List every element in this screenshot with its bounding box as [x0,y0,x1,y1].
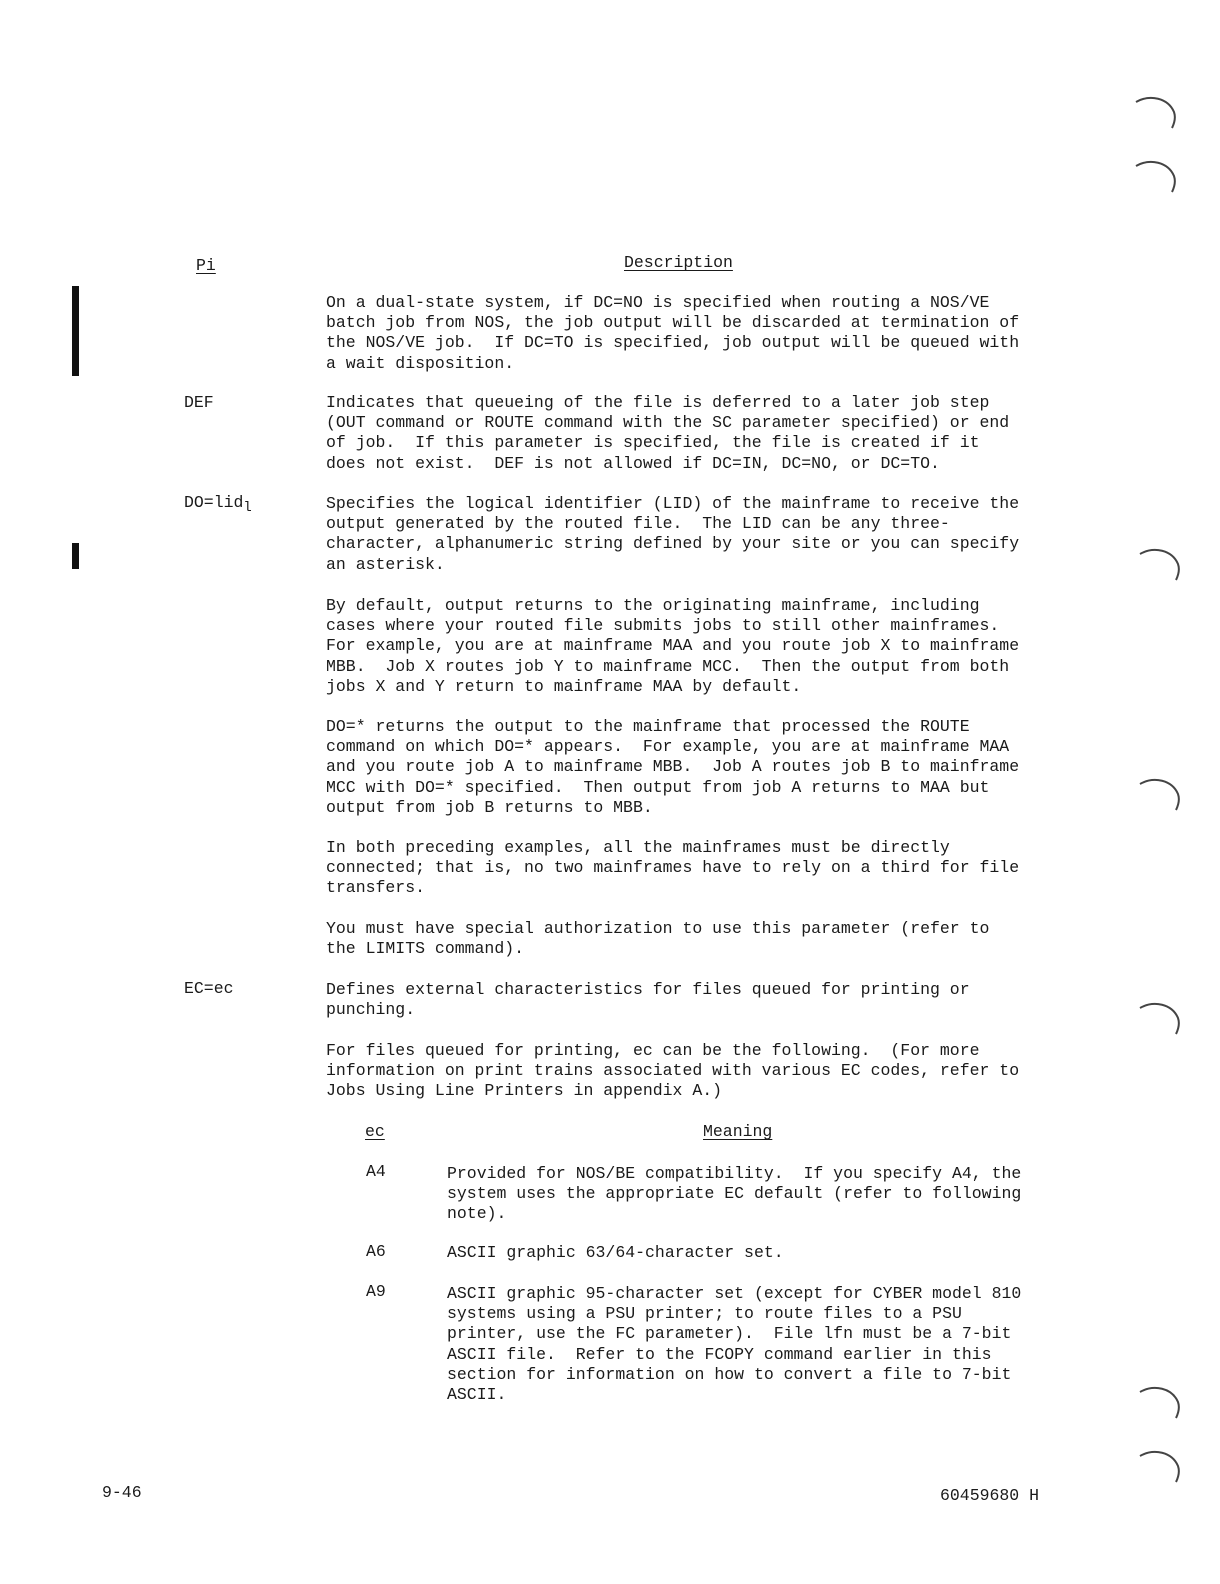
dual-state-paragraph: On a dual-state system, if DC=NO is specified when routing a NOS/VE batch job from NOS, the job output will be discarded at termination of the NOS/VE job. If DC=TO is specified, job output will be queued with a wait disposition. [326,293,1020,373]
param-desc-def: Indicates that queueing of the file is deferred to a later job step (OUT command or ROUTE command with the SC parameter specified) or end of job. If this parameter is specified, the file is created if it does not exist. DEF is not allowed if DC=IN, DC=NO, or DC=TO. [326,393,1010,473]
param-term-def: DEF [184,393,214,412]
document-number: 60459680 H [940,1486,1040,1505]
ec-meaning-a9: ASCII graphic 95-character set (except for CYBER model 810 systems using a PSU printer; to route files to a PSU printer, use the FC parameter). File lfn must be a 7-bit ASCII file. Refer to the FCOPY command earlier in this section for information on how to convert a file to 7-bit ASCII. [447,1284,1022,1405]
param-term-ec: EC=ec [184,979,234,998]
do-both-paragraph: In both preceding examples, all the mainframes must be directly connected; that is, no two mainframes have to rely on a third for file transfers. [326,838,1020,898]
param-desc-do: Specifies the logical identifier (LID) of the mainframe to receive the output generated by the routed file. The LID can be any three- character, alphanumeric string defined by your site or you can specify an asterisk. [326,494,1020,574]
binding-mark-icon [1136,546,1184,586]
binding-mark-icon [1136,776,1184,816]
param-desc-ec: Defines external characteristics for files queued for printing or punching. [326,980,970,1020]
ec-meaning-a4: Provided for NOS/BE compatibility. If you specify A4, the system uses the appropriate EC default (refer to following note). [447,1164,1022,1224]
column-header-description: Description [624,253,733,272]
binding-mark-icon [1132,94,1180,134]
ec-table-header-meaning: Meaning [703,1122,773,1141]
change-bar [72,286,79,376]
binding-mark-icon [1136,1384,1184,1424]
change-bar [72,543,79,569]
ec-code-a4: A4 [366,1162,386,1181]
binding-mark-icon [1136,1000,1184,1040]
param-term-do-base: DO=lid [184,493,244,512]
binding-mark-icon [1132,158,1180,198]
ec-code-a6: A6 [366,1242,386,1261]
ec-meaning-a6: ASCII graphic 63/64-character set. [447,1243,784,1262]
binding-mark-icon [1136,1448,1184,1488]
param-term-do-subscript: l [243,500,252,516]
param-term-do [184,493,252,514]
ec-files-paragraph: For files queued for printing, ec can be the following. (For more information on print trains associated with various EC codes, refer to Jobs Using Line Printers in appendix A.) [326,1041,1020,1101]
do-default-paragraph: By default, output returns to the originating mainframe, including cases where your routed file submits jobs to still other mainframes. For example, you are at mainframe MAA and you route job X to mainframe MBB. Job X routes job Y to mainframe MCC. Then the output from both jobs X and Y return to mainframe MAA by default. [326,596,1020,696]
do-star-paragraph: DO=* returns the output to the mainframe that processed the ROUTE command on which DO=* appears. For example, you are at mainframe MAA and you route job A to mainframe MBB. Job A routes job B to mainframe MCC with DO=* specified. Then output from job A returns to MAA but output from job B returns to MBB. [326,717,1020,817]
do-auth-paragraph: You must have special authorization to use this parameter (refer to the LIMITS command). [326,919,990,959]
ec-table-header-code: ec [365,1122,385,1141]
ec-code-a9: A9 [366,1282,386,1301]
column-header-parameter: Pi [196,256,216,275]
page-number: 9-46 [102,1483,142,1502]
